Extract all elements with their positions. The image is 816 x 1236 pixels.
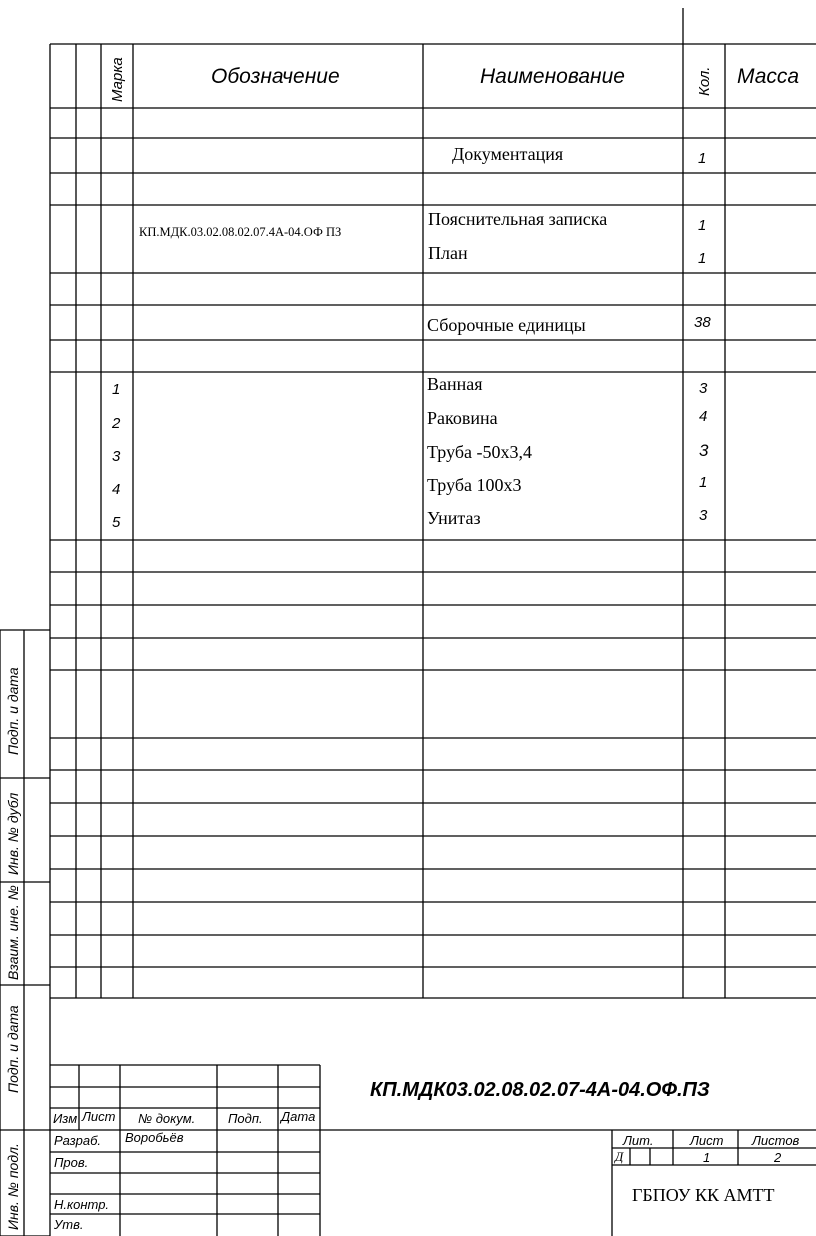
side-podp-data-1: Подп. и дата [5, 667, 21, 755]
tb-n-kontr: Н.контр. [54, 1197, 110, 1212]
tb-lit: Лит. [623, 1133, 654, 1148]
tb-list-col: Лист [690, 1133, 724, 1148]
plan: План [428, 243, 468, 263]
item-3-num: 3 [112, 448, 121, 465]
side-vzaim-inv: Взаим. ине. № [5, 885, 21, 980]
header-massa: Масса [737, 65, 800, 88]
item-5-name: Унитаз [427, 508, 481, 528]
tb-razrab-name: Воробьёв [125, 1130, 184, 1145]
plan-qty: 1 [698, 250, 707, 267]
item-5-num: 5 [112, 514, 121, 531]
header-naimenovanie: Наименование [480, 65, 625, 88]
doc-code: КП.МДК.03.02.08.02.07.4А-04.ОФ ПЗ [139, 225, 342, 239]
tb-utv: Утв. [54, 1217, 84, 1232]
tb-organization: ГБПОУ КК АМТТ [632, 1185, 775, 1205]
expl-note-qty: 1 [698, 217, 707, 234]
tb-izm: Изм [53, 1111, 78, 1126]
tb-list-value: 1 [703, 1150, 711, 1165]
side-inv-podl: Инв. № подл. [5, 1143, 21, 1230]
tb-lit-value: Д [615, 1149, 624, 1164]
item-4-num: 4 [112, 481, 121, 498]
item-3-name: Труба -50х3,4 [427, 442, 532, 462]
header-kol: Кол. [696, 66, 713, 96]
header-marka: Марка [109, 57, 126, 102]
tb-list: Лист [82, 1109, 116, 1124]
tb-no-dokum: № докум. [138, 1111, 196, 1126]
documentation-title: Документация [452, 144, 564, 164]
item-2-name: Раковина [427, 408, 498, 428]
tb-razrab: Разраб. [54, 1133, 102, 1148]
assembly-title: Сборочные единицы [427, 315, 586, 335]
item-2-num: 2 [112, 415, 121, 432]
expl-note: Пояснительная записка [428, 209, 608, 229]
tb-data: Дата [281, 1109, 316, 1124]
title-doc-code: КП.МДК03.02.08.02.07-4А-04.ОФ.ПЗ [370, 1079, 710, 1101]
item-3-qty: 3 [699, 441, 709, 460]
item-2-qty: 4 [699, 408, 708, 425]
documentation-qty: 1 [698, 150, 707, 167]
item-4-name: Труба 100х3 [427, 475, 522, 495]
tb-podp: Подп. [228, 1111, 263, 1126]
tb-listov: Листов [752, 1133, 800, 1148]
side-podp-data-2: Подп. и дата [5, 1005, 21, 1093]
item-1-num: 1 [112, 381, 121, 398]
item-1-name: Ванная [427, 374, 483, 394]
tb-listov-value: 2 [774, 1150, 782, 1165]
side-inv-dubl: Инв. № дубл [5, 792, 21, 875]
tb-prov: Пров. [54, 1155, 89, 1170]
item-1-qty: 3 [699, 380, 708, 397]
item-4-qty: 1 [699, 474, 708, 491]
header-oboznachenie: Обозначение [211, 65, 340, 88]
item-5-qty: 3 [699, 507, 708, 524]
assembly-qty: 38 [694, 314, 711, 331]
